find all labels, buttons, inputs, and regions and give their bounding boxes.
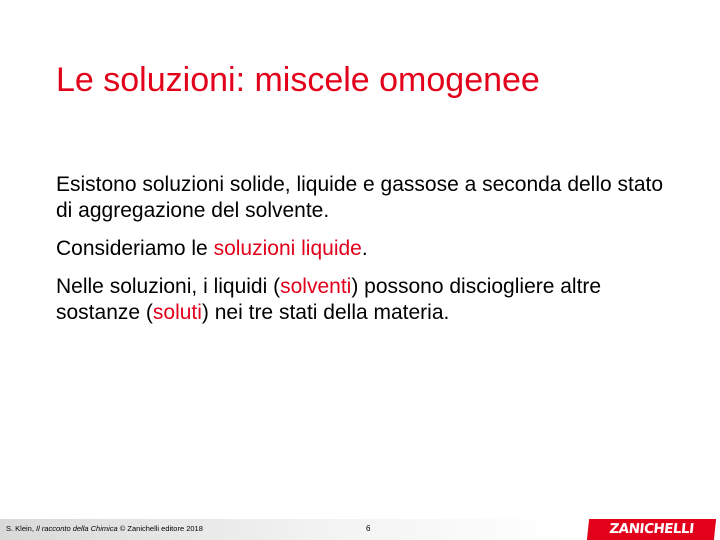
highlight-soluti: soluti [152, 301, 202, 324]
slide-title: Le soluzioni: miscele omogenee [56, 61, 540, 99]
slide-body [56, 172, 676, 338]
footer-credit [6, 523, 203, 535]
paragraph-solvents-solutes [56, 274, 676, 326]
paragraph2-text-before: Consideriamo le [56, 237, 214, 260]
zanichelli-logo: ZANICHELLI [587, 519, 716, 540]
paragraph3-part3: ) nei tre stati della materia. [201, 301, 450, 324]
paragraph3-part1: Nelle soluzioni, i liquidi ( [56, 275, 281, 298]
page-number: 6 [366, 524, 371, 533]
paragraph2-text-after: . [361, 237, 368, 260]
highlight-soluzioni-liquide: soluzioni liquide [213, 237, 362, 260]
paragraph3-part2: ) possono disciogliere altre sostanze ( [56, 275, 602, 324]
paragraph-liquid-solutions [56, 236, 676, 262]
footer-credit-publisher: © Zanichelli editore 2018 [117, 524, 203, 533]
footer-credit-book-title: Il racconto della Chimica [36, 524, 118, 533]
highlight-solventi: solventi [280, 275, 352, 298]
footer-credit-author: S. Klein, [6, 524, 37, 533]
paragraph-solution-types: Esistono soluzioni solide, liquide e gassose a seconda dello stato di aggregazione del solvente. [56, 173, 664, 222]
slide-footer [0, 519, 720, 540]
